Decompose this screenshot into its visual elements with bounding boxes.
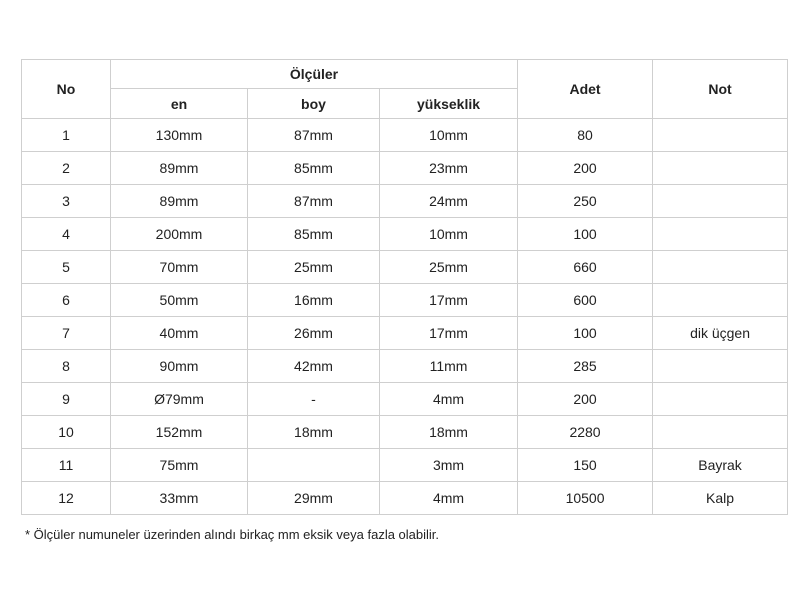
cell-not: [653, 119, 788, 152]
cell-en: 40mm: [111, 317, 248, 350]
cell-not: [653, 251, 788, 284]
table-row: [22, 350, 788, 383]
cell-not: [653, 350, 788, 383]
cell-yukseklik: 24mm: [380, 185, 518, 218]
header-yukseklik: yükseklik: [380, 89, 518, 119]
cell-yukseklik: 4mm: [380, 482, 518, 515]
cell-not: Bayrak: [653, 449, 788, 482]
cell-adet: 100: [518, 317, 653, 350]
cell-no: 2: [22, 152, 111, 185]
cell-no: 5: [22, 251, 111, 284]
table-body: [22, 119, 788, 515]
cell-yukseklik: 4mm: [380, 383, 518, 416]
cell-en: 130mm: [111, 119, 248, 152]
cell-yukseklik: 18mm: [380, 416, 518, 449]
header-olculer: Ölçüler: [111, 60, 518, 89]
cell-not: dik üçgen: [653, 317, 788, 350]
cell-yukseklik: 23mm: [380, 152, 518, 185]
cell-yukseklik: 11mm: [380, 350, 518, 383]
cell-en: 33mm: [111, 482, 248, 515]
cell-not: [653, 383, 788, 416]
cell-yukseklik: 10mm: [380, 218, 518, 251]
cell-yukseklik: 25mm: [380, 251, 518, 284]
header-adet: Adet: [518, 60, 653, 119]
cell-no: 12: [22, 482, 111, 515]
table-row: [22, 218, 788, 251]
cell-adet: 600: [518, 284, 653, 317]
table-row: [22, 383, 788, 416]
cell-en: 200mm: [111, 218, 248, 251]
cell-en: 70mm: [111, 251, 248, 284]
cell-en: 89mm: [111, 185, 248, 218]
cell-en: 75mm: [111, 449, 248, 482]
footnote: * Ölçüler numuneler üzerinden alındı birkaç mm eksik veya fazla olabilir.: [25, 527, 440, 542]
cell-not: [653, 284, 788, 317]
table-row: [22, 284, 788, 317]
cell-no: 11: [22, 449, 111, 482]
cell-boy: 85mm: [248, 218, 380, 251]
cell-not: [653, 416, 788, 449]
table-row: [22, 317, 788, 350]
cell-yukseklik: 10mm: [380, 119, 518, 152]
cell-adet: 250: [518, 185, 653, 218]
cell-yukseklik: 17mm: [380, 284, 518, 317]
cell-boy: -: [248, 383, 380, 416]
cell-no: 3: [22, 185, 111, 218]
cell-no: 8: [22, 350, 111, 383]
table-row: [22, 482, 788, 515]
cell-boy: 26mm: [248, 317, 380, 350]
cell-boy: 42mm: [248, 350, 380, 383]
cell-adet: 100: [518, 218, 653, 251]
cell-adet: 660: [518, 251, 653, 284]
header-en: en: [111, 89, 248, 119]
table-row: [22, 449, 788, 482]
table-row: [22, 185, 788, 218]
cell-adet: 2280: [518, 416, 653, 449]
cell-adet: 10500: [518, 482, 653, 515]
header-no: No: [22, 60, 111, 119]
cell-adet: 150: [518, 449, 653, 482]
cell-no: 6: [22, 284, 111, 317]
cell-not: [653, 185, 788, 218]
cell-yukseklik: 3mm: [380, 449, 518, 482]
cell-en: Ø79mm: [111, 383, 248, 416]
table-row: [22, 152, 788, 185]
table-row: [22, 416, 788, 449]
cell-no: 9: [22, 383, 111, 416]
cell-no: 7: [22, 317, 111, 350]
cell-adet: 285: [518, 350, 653, 383]
cell-boy: 29mm: [248, 482, 380, 515]
cell-boy: 85mm: [248, 152, 380, 185]
header-boy: boy: [248, 89, 380, 119]
cell-not: [653, 218, 788, 251]
table-header: [22, 60, 788, 119]
table-row: [22, 251, 788, 284]
cell-boy: 16mm: [248, 284, 380, 317]
cell-no: 10: [22, 416, 111, 449]
cell-en: 90mm: [111, 350, 248, 383]
header-not: Not: [653, 60, 788, 119]
cell-boy: 87mm: [248, 185, 380, 218]
measurements-table: [21, 59, 788, 515]
cell-en: 152mm: [111, 416, 248, 449]
cell-boy: 25mm: [248, 251, 380, 284]
cell-en: 50mm: [111, 284, 248, 317]
cell-boy: 18mm: [248, 416, 380, 449]
table-row: [22, 119, 788, 152]
cell-boy: 87mm: [248, 119, 380, 152]
cell-adet: 80: [518, 119, 653, 152]
cell-no: 4: [22, 218, 111, 251]
cell-not: Kalp: [653, 482, 788, 515]
cell-adet: 200: [518, 383, 653, 416]
cell-yukseklik: 17mm: [380, 317, 518, 350]
cell-not: [653, 152, 788, 185]
cell-en: 89mm: [111, 152, 248, 185]
measurements-sheet: [21, 59, 787, 515]
cell-adet: 200: [518, 152, 653, 185]
cell-no: 1: [22, 119, 111, 152]
cell-boy: [248, 449, 380, 482]
